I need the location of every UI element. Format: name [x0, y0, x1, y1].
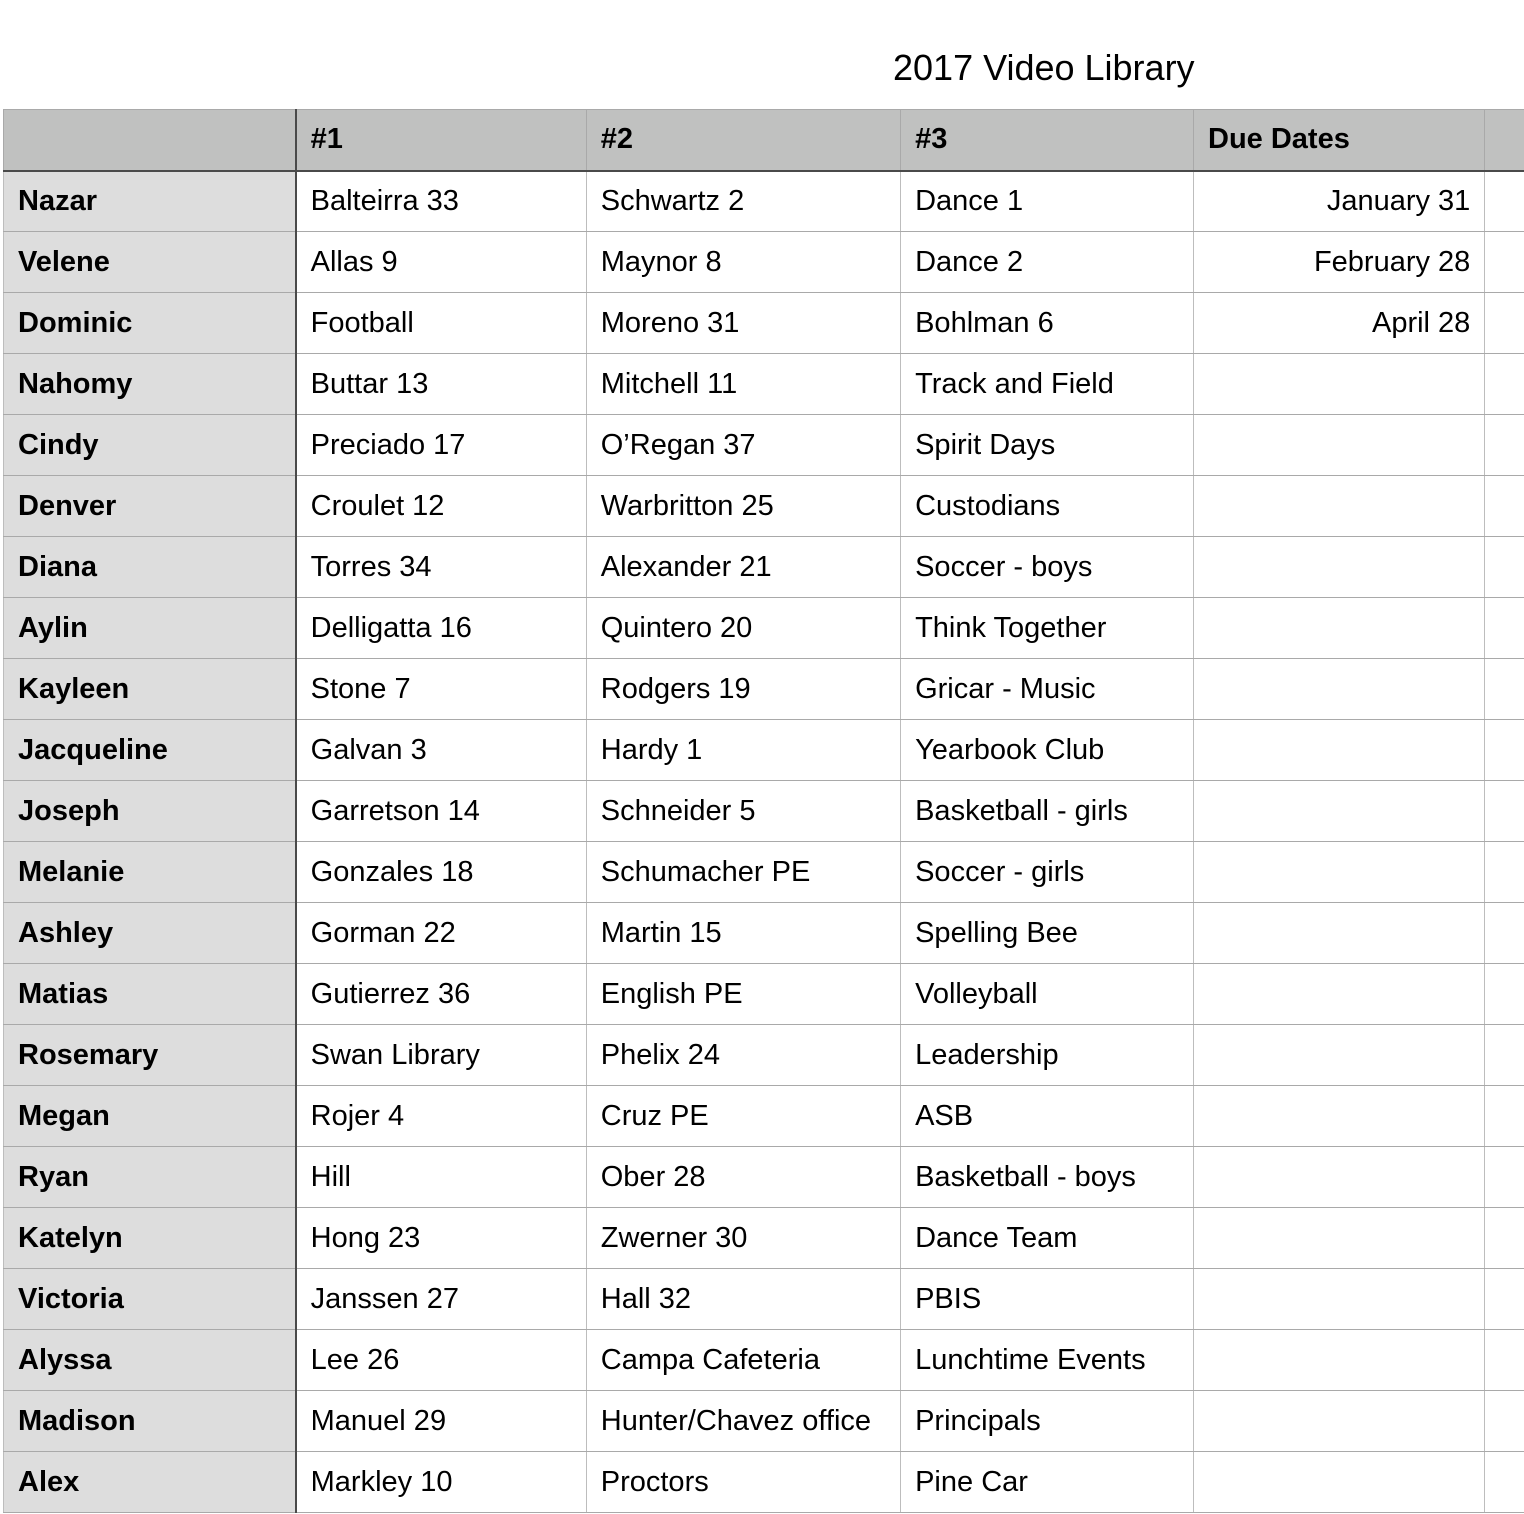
cell-extra[interactable] — [1485, 903, 1524, 964]
cell-col-2[interactable]: Proctors — [586, 1452, 900, 1513]
page-title: 2017 Video Library — [893, 47, 1195, 88]
row-name-cell[interactable]: Madison — [4, 1391, 296, 1452]
table-row — [4, 1391, 1524, 1452]
cell-col-2[interactable]: Ober 28 — [586, 1147, 900, 1208]
header-col-2[interactable]: #2 — [586, 110, 900, 171]
cell-col-2[interactable]: Maynor 8 — [586, 232, 900, 293]
table-row — [4, 720, 1524, 781]
cell-col-3[interactable]: Dance 2 — [901, 232, 1194, 293]
cell-due-date[interactable]: February 28 — [1194, 232, 1485, 293]
cell-col-2[interactable]: English PE — [586, 964, 900, 1025]
row-name-cell[interactable]: Megan — [4, 1086, 296, 1147]
table-row — [4, 1452, 1524, 1513]
cell-extra[interactable] — [1485, 964, 1524, 1025]
row-name-cell[interactable]: Katelyn — [4, 1208, 296, 1269]
cell-col-2[interactable]: Moreno 31 — [586, 293, 900, 354]
cell-extra[interactable] — [1485, 415, 1524, 476]
cell-due-date[interactable]: April 28 — [1194, 293, 1485, 354]
cell-extra[interactable] — [1485, 1025, 1524, 1086]
cell-col-1[interactable]: Buttar 13 — [296, 354, 587, 415]
cell-col-2[interactable]: Schwartz 2 — [586, 171, 900, 232]
cell-col-1[interactable]: Rojer 4 — [296, 1086, 587, 1147]
row-name-cell[interactable]: Melanie — [4, 842, 296, 903]
row-name-cell[interactable]: Dominic — [4, 293, 296, 354]
cell-col-1[interactable]: Hong 23 — [296, 1208, 587, 1269]
table-row — [4, 964, 1524, 1025]
row-name-cell[interactable]: Victoria — [4, 1269, 296, 1330]
cell-col-2[interactable]: Cruz PE — [586, 1086, 900, 1147]
table-row — [4, 293, 1524, 354]
cell-col-2[interactable]: Hardy 1 — [586, 720, 900, 781]
table-row — [4, 781, 1524, 842]
cell-extra[interactable] — [1485, 354, 1524, 415]
cell-col-1[interactable]: Torres 34 — [296, 537, 587, 598]
row-name-cell[interactable]: Kayleen — [4, 659, 296, 720]
cell-col-1[interactable]: Hill — [296, 1147, 587, 1208]
cell-col-3[interactable]: Principals — [901, 1391, 1194, 1452]
row-name-cell[interactable]: Nahomy — [4, 354, 296, 415]
cell-extra[interactable] — [1485, 842, 1524, 903]
table-row — [4, 415, 1524, 476]
cell-extra[interactable] — [1485, 293, 1524, 354]
table-row — [4, 659, 1524, 720]
cell-due-date[interactable] — [1194, 598, 1485, 659]
cell-due-date[interactable]: January 31 — [1194, 171, 1485, 232]
cell-extra[interactable] — [1485, 171, 1524, 232]
cell-col-1[interactable]: Preciado 17 — [296, 415, 587, 476]
cell-extra[interactable] — [1485, 1330, 1524, 1391]
cell-due-date[interactable] — [1194, 1147, 1485, 1208]
cell-col-3[interactable]: Pine Car — [901, 1452, 1194, 1513]
row-name-cell[interactable]: Nazar — [4, 171, 296, 232]
cell-due-date[interactable] — [1194, 1208, 1485, 1269]
cell-due-date[interactable] — [1194, 964, 1485, 1025]
cell-extra[interactable] — [1485, 1452, 1524, 1513]
cell-extra[interactable] — [1485, 232, 1524, 293]
row-name-cell[interactable]: Ashley — [4, 903, 296, 964]
header-row — [4, 110, 1524, 171]
cell-col-1[interactable]: Gutierrez 36 — [296, 964, 587, 1025]
cell-extra[interactable] — [1485, 1086, 1524, 1147]
cell-col-3[interactable]: Track and Field — [901, 354, 1194, 415]
cell-col-1[interactable]: Delligatta 16 — [296, 598, 587, 659]
table-row — [4, 1147, 1524, 1208]
cell-col-3[interactable]: Soccer - girls — [901, 842, 1194, 903]
cell-col-3[interactable]: Lunchtime Events — [901, 1330, 1194, 1391]
row-name-cell[interactable]: Velene — [4, 232, 296, 293]
cell-col-1[interactable]: Football — [296, 293, 587, 354]
row-name-cell[interactable]: Ryan — [4, 1147, 296, 1208]
cell-col-3[interactable]: Basketball - girls — [901, 781, 1194, 842]
table-row — [4, 1330, 1524, 1391]
header-due-dates[interactable]: Due Dates — [1194, 110, 1485, 171]
table-row — [4, 903, 1524, 964]
cell-col-2[interactable]: Phelix 24 — [586, 1025, 900, 1086]
table-row — [4, 537, 1524, 598]
cell-col-3[interactable]: ASB — [901, 1086, 1194, 1147]
table-row — [4, 232, 1524, 293]
cell-col-1[interactable]: Balteirra 33 — [296, 171, 587, 232]
row-name-cell[interactable]: Matias — [4, 964, 296, 1025]
row-name-cell[interactable]: Denver — [4, 476, 296, 537]
cell-col-2[interactable]: Mitchell 11 — [586, 354, 900, 415]
cell-col-3[interactable]: Spelling Bee — [901, 903, 1194, 964]
cell-extra[interactable] — [1485, 659, 1524, 720]
cell-col-2[interactable]: Martin 15 — [586, 903, 900, 964]
cell-col-2[interactable]: Quintero 20 — [586, 598, 900, 659]
header-extra-cell[interactable] — [1485, 110, 1524, 171]
cell-col-2[interactable]: O’Regan 37 — [586, 415, 900, 476]
cell-col-2[interactable]: Zwerner 30 — [586, 1208, 900, 1269]
table-row — [4, 1025, 1524, 1086]
cell-col-1[interactable]: Swan Library — [296, 1025, 587, 1086]
cell-extra[interactable] — [1485, 1208, 1524, 1269]
table-row — [4, 354, 1524, 415]
cell-extra[interactable] — [1485, 1269, 1524, 1330]
row-name-cell[interactable]: Rosemary — [4, 1025, 296, 1086]
table-body — [4, 171, 1524, 1513]
table-row — [4, 1208, 1524, 1269]
cell-col-3[interactable]: Soccer - boys — [901, 537, 1194, 598]
cell-col-3[interactable]: Dance Team — [901, 1208, 1194, 1269]
row-name-cell[interactable]: Cindy — [4, 415, 296, 476]
table-row — [4, 842, 1524, 903]
table-row — [4, 598, 1524, 659]
cell-extra[interactable] — [1485, 476, 1524, 537]
cell-col-1[interactable]: Manuel 29 — [296, 1391, 587, 1452]
cell-due-date[interactable] — [1194, 1086, 1485, 1147]
row-name-cell[interactable]: Alex — [4, 1452, 296, 1513]
cell-col-2[interactable]: Alexander 21 — [586, 537, 900, 598]
cell-due-date[interactable] — [1194, 781, 1485, 842]
table-row — [4, 1269, 1524, 1330]
cell-col-2[interactable]: Warbritton 25 — [586, 476, 900, 537]
row-name-cell[interactable]: Jacqueline — [4, 720, 296, 781]
cell-col-3[interactable]: Spirit Days — [901, 415, 1194, 476]
cell-col-2[interactable]: Hunter/Chavez office — [586, 1391, 900, 1452]
cell-due-date[interactable] — [1194, 1452, 1485, 1513]
table-row — [4, 171, 1524, 232]
cell-due-date[interactable] — [1194, 537, 1485, 598]
cell-col-1[interactable]: Stone 7 — [296, 659, 587, 720]
table-row — [4, 1086, 1524, 1147]
cell-col-1[interactable]: Allas 9 — [296, 232, 587, 293]
table-row — [4, 476, 1524, 537]
cell-due-date[interactable] — [1194, 842, 1485, 903]
cell-col-1[interactable]: Lee 26 — [296, 1330, 587, 1391]
cell-due-date[interactable] — [1194, 659, 1485, 720]
cell-col-3[interactable]: Bohlman 6 — [901, 293, 1194, 354]
cell-col-3[interactable]: Basketball - boys — [901, 1147, 1194, 1208]
cell-col-2[interactable]: Schneider 5 — [586, 781, 900, 842]
header-corner-cell[interactable] — [4, 110, 296, 171]
header-col-1[interactable]: #1 — [296, 110, 587, 171]
cell-col-3[interactable]: Leadership — [901, 1025, 1194, 1086]
cell-col-1[interactable]: Galvan 3 — [296, 720, 587, 781]
row-name-cell[interactable]: Joseph — [4, 781, 296, 842]
row-name-cell[interactable]: Alyssa — [4, 1330, 296, 1391]
cell-col-3[interactable]: Dance 1 — [901, 171, 1194, 232]
cell-due-date[interactable] — [1194, 720, 1485, 781]
cell-col-2[interactable]: Campa Cafeteria — [586, 1330, 900, 1391]
cell-extra[interactable] — [1485, 1391, 1524, 1452]
cell-col-3[interactable]: Custodians — [901, 476, 1194, 537]
cell-due-date[interactable] — [1194, 1330, 1485, 1391]
cell-col-3[interactable]: Think Together — [901, 598, 1194, 659]
cell-col-2[interactable]: Hall 32 — [586, 1269, 900, 1330]
cell-due-date[interactable] — [1194, 415, 1485, 476]
row-name-cell[interactable]: Aylin — [4, 598, 296, 659]
cell-col-3[interactable]: Gricar - Music — [901, 659, 1194, 720]
cell-col-3[interactable]: Yearbook Club — [901, 720, 1194, 781]
cell-col-1[interactable]: Gorman 22 — [296, 903, 587, 964]
cell-col-3[interactable]: Volleyball — [901, 964, 1194, 1025]
cell-due-date[interactable] — [1194, 476, 1485, 537]
cell-extra[interactable] — [1485, 537, 1524, 598]
cell-col-3[interactable]: PBIS — [901, 1269, 1194, 1330]
cell-col-2[interactable]: Rodgers 19 — [586, 659, 900, 720]
cell-col-1[interactable]: Markley 10 — [296, 1452, 587, 1513]
cell-col-1[interactable]: Gonzales 18 — [296, 842, 587, 903]
cell-due-date[interactable] — [1194, 903, 1485, 964]
row-name-cell[interactable]: Diana — [4, 537, 296, 598]
cell-extra[interactable] — [1485, 781, 1524, 842]
cell-due-date[interactable] — [1194, 354, 1485, 415]
cell-col-1[interactable]: Croulet 12 — [296, 476, 587, 537]
cell-col-1[interactable]: Garretson 14 — [296, 781, 587, 842]
cell-col-2[interactable]: Schumacher PE — [586, 842, 900, 903]
header-col-3[interactable]: #3 — [901, 110, 1194, 171]
cell-extra[interactable] — [1485, 720, 1524, 781]
cell-due-date[interactable] — [1194, 1269, 1485, 1330]
cell-extra[interactable] — [1485, 1147, 1524, 1208]
cell-col-1[interactable]: Janssen 27 — [296, 1269, 587, 1330]
cell-due-date[interactable] — [1194, 1025, 1485, 1086]
cell-extra[interactable] — [1485, 598, 1524, 659]
video-library-table — [3, 109, 1524, 1513]
cell-due-date[interactable] — [1194, 1391, 1485, 1452]
